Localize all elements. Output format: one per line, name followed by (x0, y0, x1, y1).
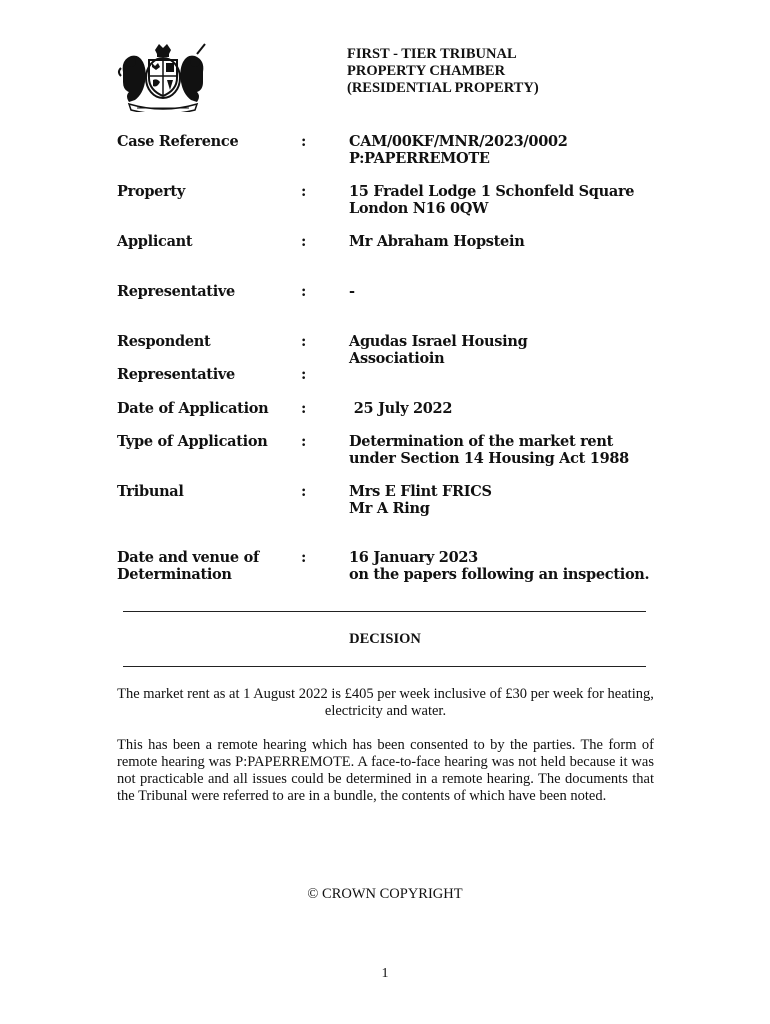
field-value (349, 483, 492, 517)
field-label (117, 400, 268, 417)
field-value (349, 133, 568, 167)
field-value-line: Agudas Israel Housing (349, 333, 528, 350)
field-label (117, 549, 259, 583)
crown-copyright: © CROWN COPYRIGHT (307, 886, 463, 902)
field-label (117, 233, 192, 250)
field-label (117, 183, 185, 200)
field-value (349, 400, 452, 417)
field-label-line: Representative (117, 366, 235, 383)
field-label-line: Date of Application (117, 400, 269, 417)
field-label (117, 483, 184, 500)
field-value-line: under Section 14 Housing Act 1988 (349, 450, 629, 467)
field-colon: : (301, 283, 307, 300)
tribunal-heading (347, 46, 539, 97)
page-number: 1 (381, 966, 389, 981)
field-value (349, 233, 524, 250)
field-value (349, 183, 634, 217)
field-value-line: London N16 0QW (349, 200, 489, 217)
field-label-line: Determination (117, 566, 232, 583)
field-colon: : (301, 333, 307, 350)
field-value (349, 333, 527, 367)
field-value-line: Mr Abraham Hopstein (349, 233, 525, 250)
bottom-divider (123, 666, 646, 667)
field-value (349, 283, 355, 300)
field-colon: : (301, 433, 307, 450)
field-colon: : (301, 483, 307, 500)
field-label-line: Date and venue of (117, 549, 259, 566)
field-label (117, 433, 267, 450)
field-colon: : (301, 366, 307, 383)
field-label (117, 133, 238, 150)
field-colon: : (301, 233, 307, 250)
royal-coat-of-arms-icon (117, 42, 209, 112)
field-label-line: Case Reference (117, 133, 239, 150)
remote-hearing-paragraph: This has been a remote hearing which has been consented to by the parties. The form of remote hearing was P:PAPERREMOTE. A face-to-face hearing was not held because it was not practicable and all issues could be determined in a remote hearing. The documents that the Tribunal were referred to are in a bundle, the contents of which have been noted. (117, 737, 654, 804)
field-value (349, 433, 629, 467)
field-label (117, 333, 210, 350)
field-value-line: 25 July 2022 (349, 400, 453, 417)
field-colon: : (301, 549, 307, 566)
top-divider (123, 611, 646, 612)
field-label-line: Representative (117, 283, 235, 300)
field-value (349, 549, 649, 583)
field-label-line: Applicant (117, 233, 193, 250)
field-colon: : (301, 133, 307, 150)
field-colon: : (301, 183, 307, 200)
field-value-line: Mrs E Flint FRICS (349, 483, 492, 500)
tribunal-heading-line: FIRST - TIER TRIBUNAL (347, 46, 517, 62)
tribunal-heading-line: PROPERTY CHAMBER (347, 63, 506, 79)
field-label (117, 283, 235, 300)
field-value-line: Determination of the market rent (349, 433, 613, 450)
field-value-line: - (349, 283, 355, 300)
field-label-line: Tribunal (117, 483, 184, 500)
field-value-line: CAM/00KF/MNR/2023/0002 (349, 133, 568, 150)
field-label (117, 366, 235, 383)
field-value-line: 16 January 2023 (349, 549, 478, 566)
field-value-line: Associatioin (349, 350, 445, 367)
field-value-line: 15 Fradel Lodge 1 Schonfeld Square (349, 183, 635, 200)
rent-statement: The market rent as at 1 August 2022 is £405 per week inclusive of £30 per week for heating, electricity and water. (117, 686, 654, 719)
field-label-line: Type of Application (117, 433, 268, 450)
field-label-line: Respondent (117, 333, 211, 350)
field-label-line: Property (117, 183, 185, 200)
tribunal-heading-line: (RESIDENTIAL PROPERTY) (347, 80, 539, 96)
field-value-line: Mr A Ring (349, 500, 430, 517)
field-colon: : (301, 400, 307, 417)
decision-heading: DECISION (349, 631, 421, 647)
field-value-line: P:PAPERREMOTE (349, 150, 490, 167)
field-value-line: on the papers following an inspection. (349, 566, 650, 583)
